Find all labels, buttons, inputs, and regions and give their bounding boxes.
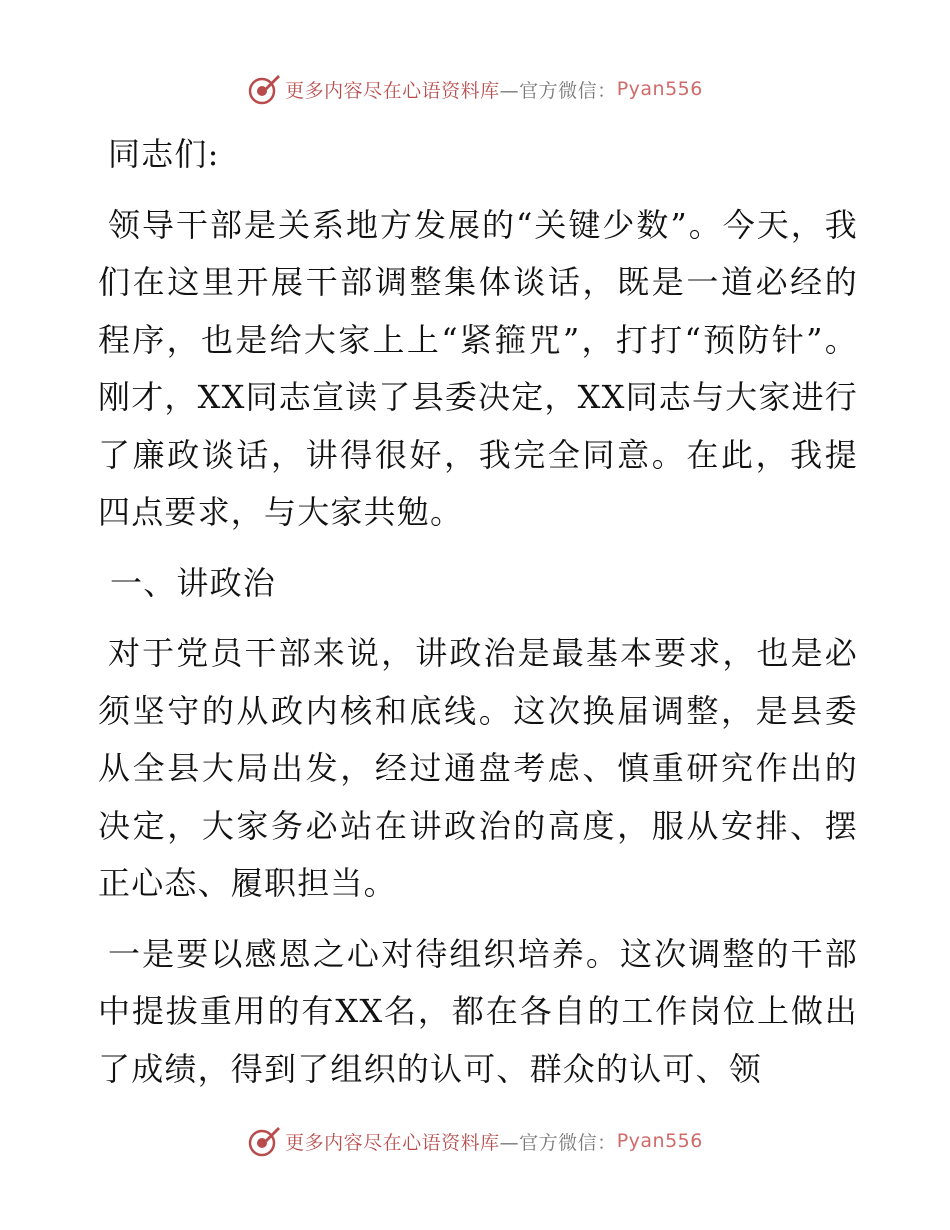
watermark-wechat-id: Pyan556 (616, 1130, 703, 1152)
document-body (98, 126, 858, 1111)
header-watermark (0, 72, 950, 106)
footer-watermark (0, 1124, 950, 1158)
pen-logo-icon (247, 1124, 281, 1158)
point-one-paragraph: 一是要以感恩之心对待组织培养。这次调整的干部中提拔重用的有XX名，都在各自的工作岗位上做出了成绩，得到了组织的认可、群众的认可、领 (98, 934, 858, 1088)
watermark-separator-text: —官方微信： (499, 1131, 617, 1154)
watermark-separator-text: —官方微信： (499, 79, 617, 102)
salutation: 同志们: (108, 135, 220, 173)
section-heading: 一、讲政治 (110, 563, 277, 602)
intro-paragraph: 领导干部是关系地方发展的“关键少数”。今天，我们在这里开展干部调整集体谈话，既是一道必经的程序，也是给大家上上“紧箍咒”，打打“预防针”。刚才，XX同志宣读了县委决定，XX同志与大家进行了廉政谈话，讲得很好，我完全同意。在此，我提四点要求，与大家共勉。 (98, 205, 858, 531)
watermark-main-text: 更多内容尽在心语资料库 (285, 79, 500, 102)
pen-logo-icon (247, 72, 281, 106)
section-paragraph: 对于党员干部来说，讲政治是最基本要求，也是必须坚守的从政内核和底线。这次换届调整，是县委从全县大局出发，经过通盘考虑、慎重研究作出的决定，大家务必站在讲政治的高度，服从安排、摆正心态、履职担当。 (98, 634, 858, 902)
watermark-wechat-id: Pyan556 (616, 78, 703, 100)
watermark-main-text: 更多内容尽在心语资料库 (285, 1131, 500, 1154)
